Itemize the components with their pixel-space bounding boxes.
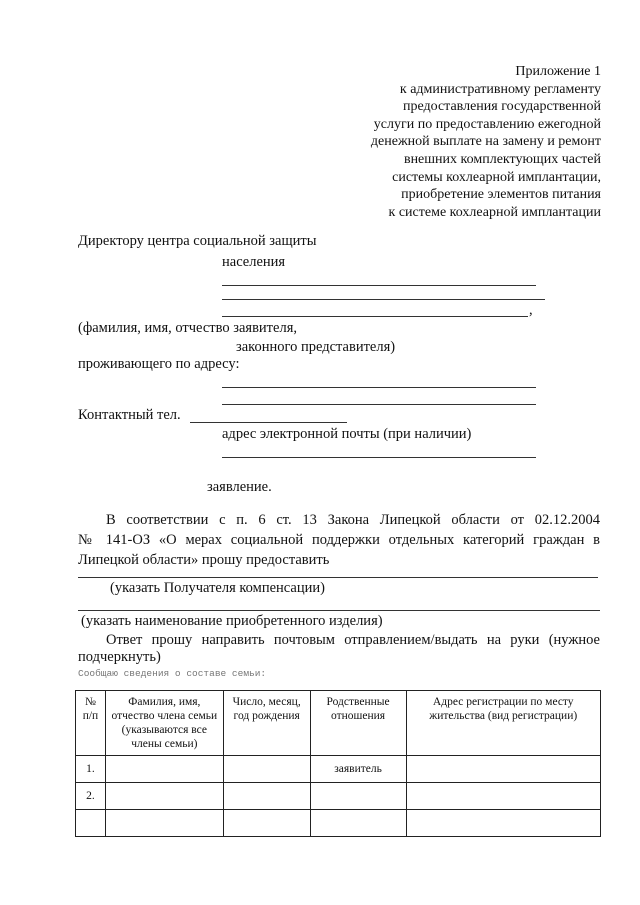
cell-birthdate[interactable]: [223, 756, 310, 783]
header-address: Адрес регистрации по месту жительства (вид регистрации): [406, 691, 601, 756]
cell-fio[interactable]: [105, 756, 223, 783]
appendix-line: Приложение 1: [515, 64, 601, 79]
cell-number: 1.: [76, 756, 106, 783]
cell-birthdate[interactable]: [223, 810, 310, 837]
cell-address[interactable]: [406, 810, 601, 837]
delivery-paragraph: [78, 631, 600, 649]
table-header-row: [76, 691, 601, 756]
appendix-header: [281, 63, 601, 221]
table-row: [76, 756, 601, 783]
header-relation: Родственные отношения: [310, 691, 406, 756]
delivery-line-2: подчеркнуть): [78, 649, 161, 665]
appendix-line: внешних комплектующих частей: [403, 151, 601, 167]
statement-line-2: № 141-ОЗ «О мерах социальной поддержки отдельных категорий граждан в: [78, 532, 600, 548]
header-number: № п/п: [76, 691, 106, 756]
statement-paragraph-cont: [78, 530, 600, 570]
family-table: [75, 690, 601, 837]
family-intro: Сообщаю сведения о составе семьи:: [78, 668, 267, 679]
applicant-name-line-2[interactable]: [222, 299, 545, 300]
item-hint: (указать наименование приобретенного изделия): [81, 613, 383, 629]
cell-number: [76, 810, 106, 837]
phone-field-line[interactable]: [190, 422, 347, 423]
appendix-line: предоставления государственной: [402, 99, 601, 115]
email-field-line[interactable]: [222, 457, 536, 458]
statement-paragraph: [78, 510, 600, 530]
cell-fio[interactable]: [105, 783, 223, 810]
statement-line-3: Липецкой области» прошу предоставить: [78, 552, 330, 568]
address-line-2[interactable]: [222, 404, 536, 405]
cell-address[interactable]: [406, 756, 601, 783]
cell-relation[interactable]: [310, 810, 406, 837]
applicant-name-line-1[interactable]: [222, 285, 536, 286]
email-label: адрес электронной почты (при наличии): [222, 426, 472, 442]
recipient-hint: (указать Получателя компенсации): [110, 580, 325, 596]
fio-hint: (фамилия, имя, отчество заявителя,: [78, 320, 297, 336]
delivery-line-1: Ответ прошу направить почтовым отправлением/выдать на руки (нужное: [106, 632, 600, 648]
recipient-line[interactable]: [78, 577, 598, 578]
statement-title: заявление.: [207, 479, 272, 495]
header-fio: Фамилия, имя, отчество члена семьи (указываются все члены семьи): [105, 691, 223, 756]
address-label: проживающего по адресу:: [78, 356, 240, 372]
appendix-line: системы кохлеарной имплантации,: [392, 169, 601, 185]
name-line-comma: ,: [529, 302, 533, 318]
representative-hint: законного представителя): [236, 339, 396, 355]
cell-relation[interactable]: [310, 783, 406, 810]
statement-line-1: В соответствии с п. 6 ст. 13 Закона Липецкой области от 02.12.2004: [106, 512, 600, 528]
cell-relation[interactable]: заявитель: [310, 756, 406, 783]
cell-address[interactable]: [406, 783, 601, 810]
cell-number: 2.: [76, 783, 106, 810]
appendix-line: услуги по предоставлению ежегодной: [373, 116, 601, 132]
addressee-line-1: Директору центра социальной защиты: [78, 233, 317, 249]
header-birthdate: Число, месяц, год рождения: [223, 691, 310, 756]
item-line[interactable]: [78, 610, 600, 611]
appendix-line: денежной выплате на замену и ремонт: [370, 134, 601, 150]
table-row: [76, 810, 601, 837]
appendix-line: приобретение элементов питания: [401, 187, 601, 203]
applicant-name-line-3[interactable]: [222, 316, 528, 317]
phone-label: Контактный тел.: [78, 407, 181, 423]
addressee-line-2: населения: [222, 254, 286, 270]
table-row: [76, 783, 601, 810]
cell-fio[interactable]: [105, 810, 223, 837]
address-line-1[interactable]: [222, 387, 536, 388]
appendix-line: к административному регламенту: [399, 81, 601, 97]
cell-birthdate[interactable]: [223, 783, 310, 810]
appendix-line: к системе кохлеарной имплантации: [388, 204, 601, 220]
